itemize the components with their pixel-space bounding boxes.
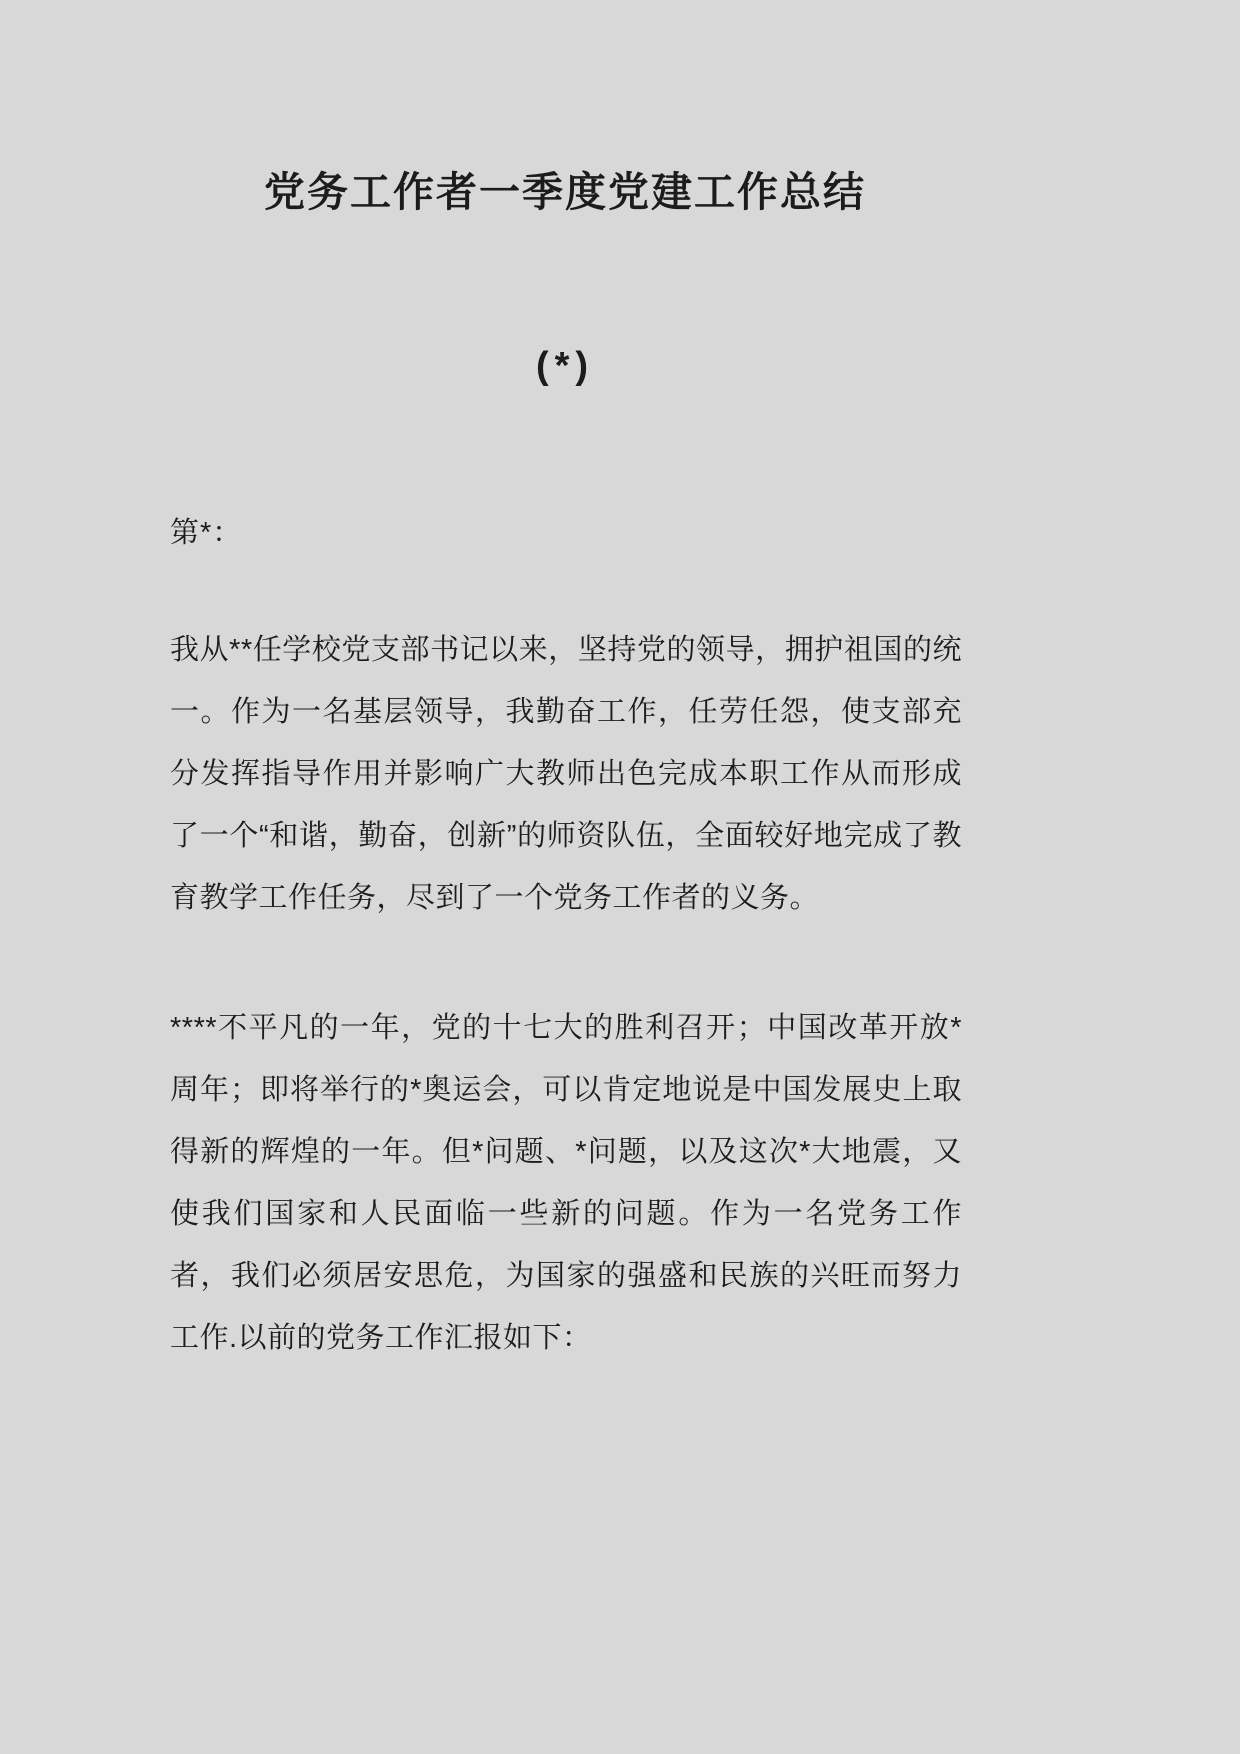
section-heading: 第*：: [170, 517, 243, 550]
document-title: 党务工作者一季度党建工作总结: [264, 169, 866, 215]
document-subtitle: (*): [535, 345, 595, 388]
paragraph: ****不平凡的一年，党的十七大的胜利召开；中国改革开放*周年；即将举行的*奥运会，可以肯定地说是中国发展史上取得新的辉煌的一年。但*问题、*问题，以及这次*大地震，又使我们国家和人民面临一些新的问题。作为一名党务工作者，我们必须居安思危，为国家的强盛和民族的兴旺而努力工作.以前的党务工作汇报如下：: [170, 1012, 962, 1355]
paragraph: 我从**任学校党支部书记以来，坚持党的领导，拥护祖国的统一。作为一名基层领导，我勤奋工作，任劳任怨，使支部充分发挥指导作用并影响广大教师出色完成本职工作从而形成了一个“和谐，勤奋，创新”的师资队伍，全面较好地完成了教育教学工作任务，尽到了一个党务工作者的义务。: [170, 634, 962, 915]
